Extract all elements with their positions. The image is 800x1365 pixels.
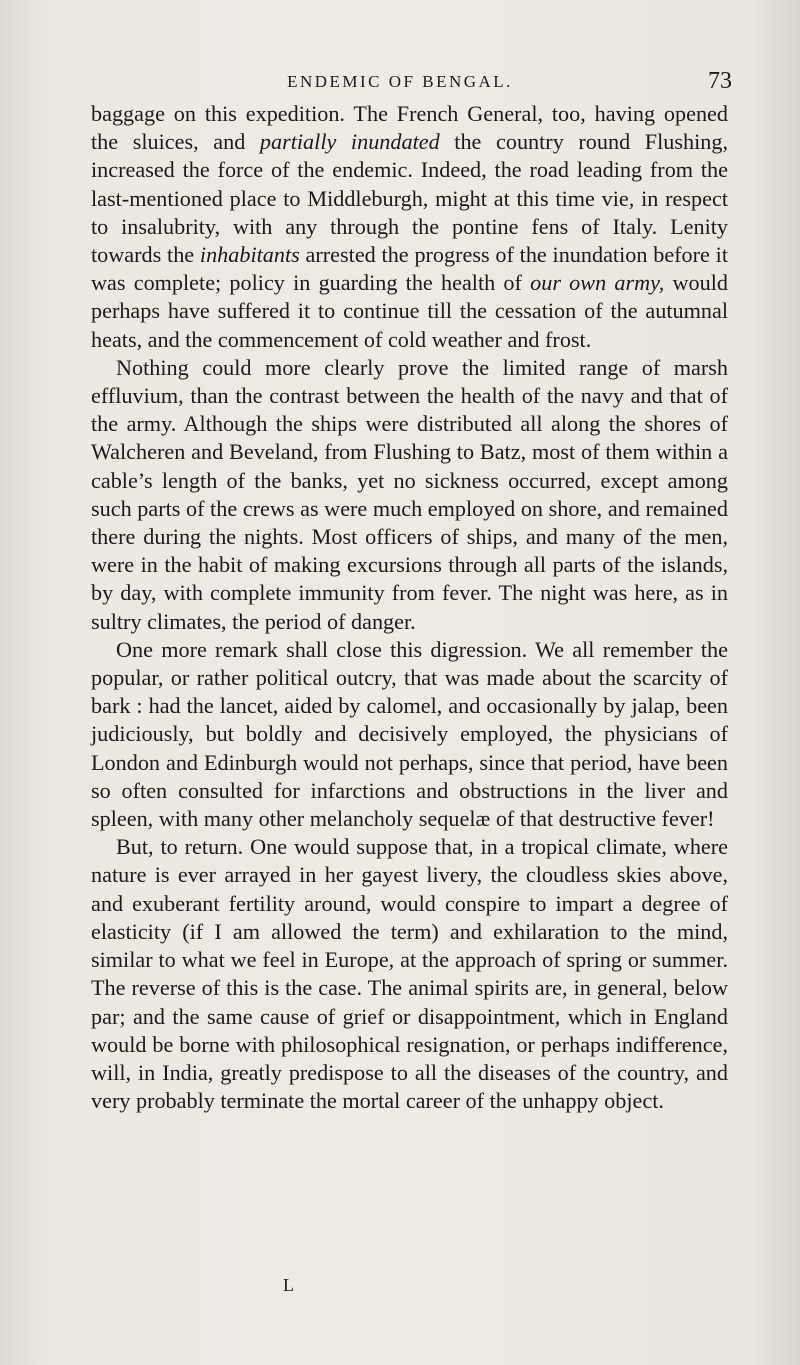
text-run: But, to return. One would suppose that, in a tropical climate, where nature is ever arrayed in her gayest livery, the cloudless skies above, and exuberant fertility around, would conspire to impart a degree of elasticity (if I am allowed the term) and exhilaration to the mind, similar to what we feel in Europe, at the approach of spring or summer. The reverse of this is the case. The animal spirits are, in general, below par; and the same cause of grief or disappointment, which in England would be borne with philosophical resignation, or perhaps indifference, will, in India, greatly predispose to all the diseases of the country, and very probably terminate the mortal career of the unhappy object.: [91, 834, 728, 1114]
text-run: the country round Flushing, increased the force of the endemic. Indeed, the road leading from the last-mentioned place to Middleburgh, might at this time vie, in respect to insalubrity, with any through the pontine fens of Italy. Lenity towards the: [91, 129, 728, 268]
paragraph-3: [91, 636, 728, 833]
paragraph-1: [91, 100, 728, 354]
page-number: 73: [708, 68, 732, 94]
body-text: [91, 100, 728, 1115]
italic-text: partially inundated: [259, 129, 440, 155]
paragraph-4: [91, 833, 728, 1115]
italic-text: our own army,: [530, 270, 665, 296]
running-head: ENDEMIC OF BENGAL.: [287, 72, 513, 91]
text-run: would perhaps have suffered it to continue till the cessation of the autumnal heats, and the commencement of cold weather and frost.: [91, 270, 729, 352]
paragraph-2: [91, 354, 728, 636]
text-run: Nothing could more clearly prove the limited range of marsh effluvium, than the contrast between the health of the navy and that of the army. Although the ships were distributed all along the shores of Walcheren and Beveland, from Flushing to Batz, most of them within a cable’s length of the banks, yet no sickness occurred, except among such parts of the crews as were much employed on shore, and remained there during the nights. Most officers of ships, and many of the men, were in the habit of making excursions through all parts of the islands, by day, with complete immunity from fever. The night was here, as in sultry climates, the period of danger.: [91, 354, 728, 634]
page-header: [0, 68, 800, 102]
text-run: One more remark shall close this digression. We all remember the popular, or rather political outcry, that was made about the scarcity of bark : had the lancet, aided by calomel, and occasionally by jalap, been judiciously, but boldly and decisively employed, the physicians of London and Edinburgh would not perhaps, since that period, have been so often consulted for infarctions and obstructions in the liver and spleen, with many other melancholy sequelæ of that destructive fever!: [91, 636, 728, 832]
italic-text: inhabitants: [199, 242, 300, 268]
text-run: arrested the progress of the inundation before it was complete; policy in guarding the health of: [91, 242, 728, 296]
text-run: baggage on this expedition. The French General, too, having opened the sluices, and: [91, 101, 728, 155]
signature-mark: L: [283, 1275, 294, 1295]
